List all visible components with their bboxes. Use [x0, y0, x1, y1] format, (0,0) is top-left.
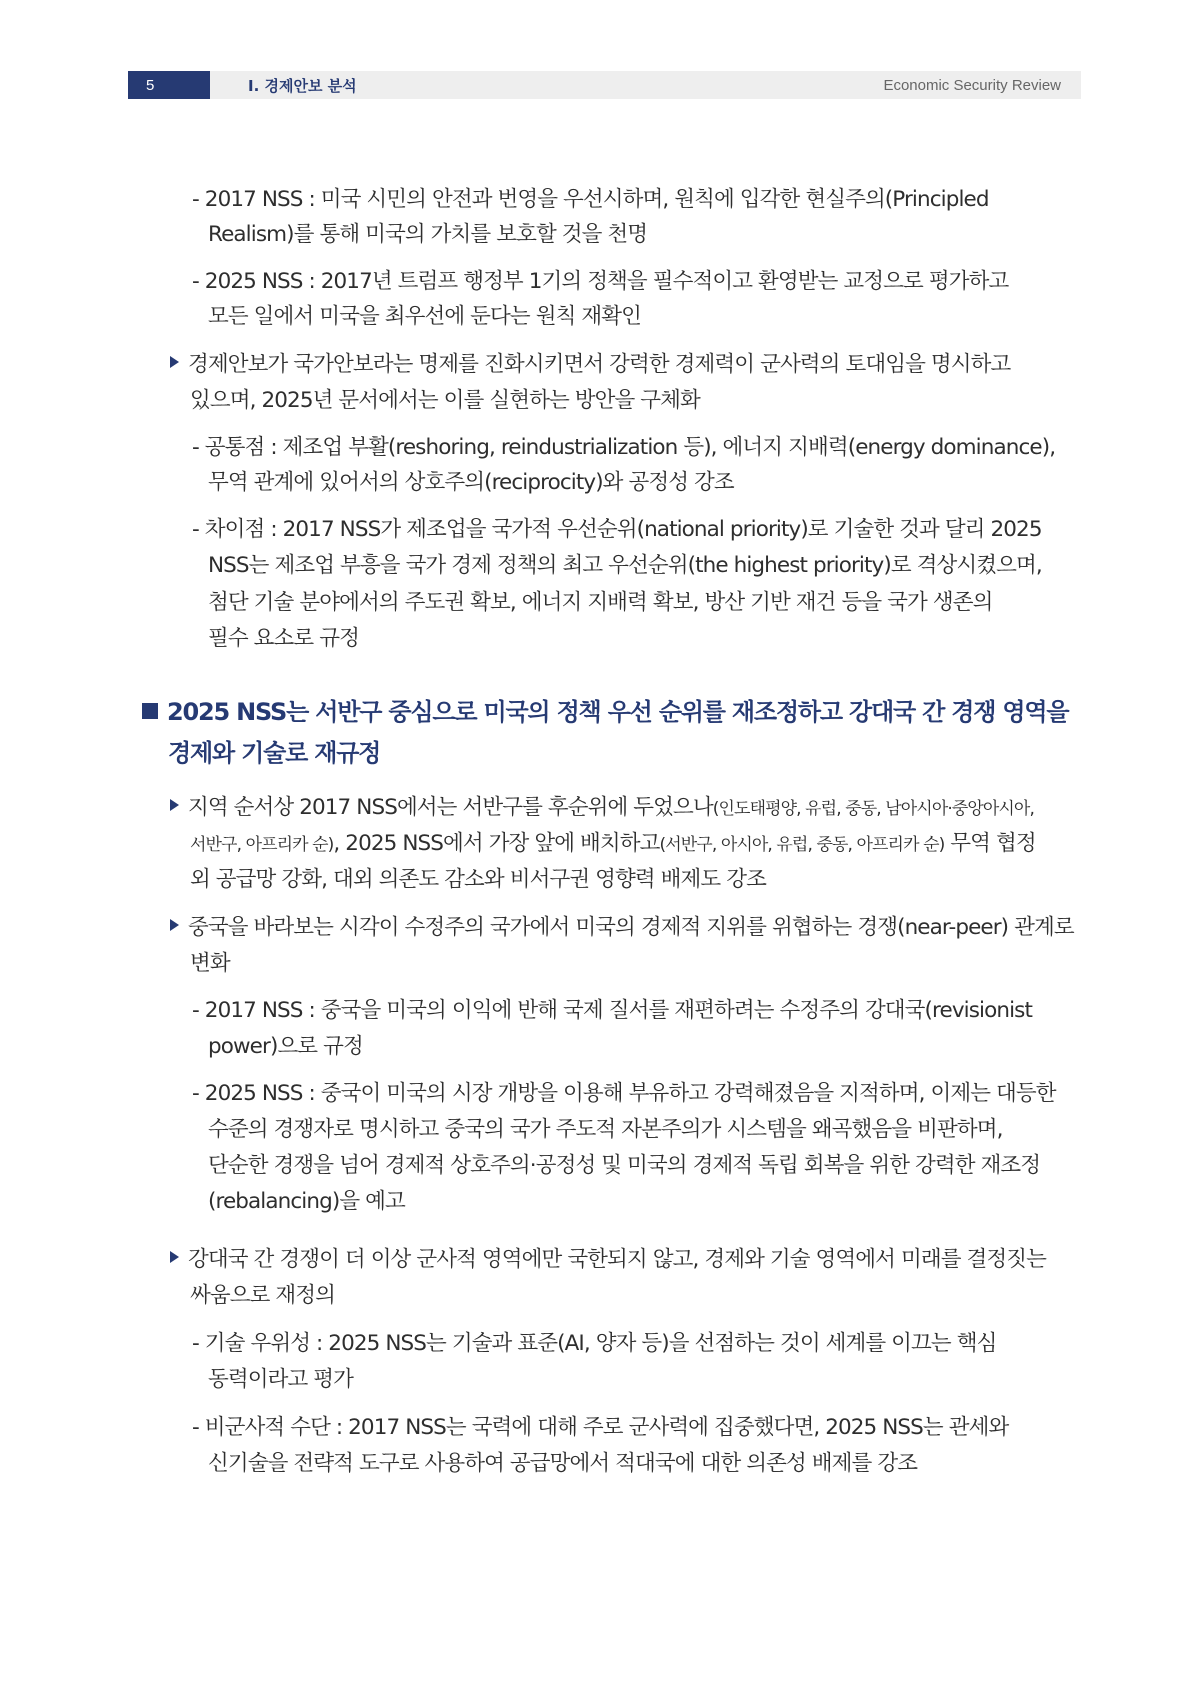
dash-item: - 2017 NSS : 중국을 미국의 이익에 반해 국제 질서를 재편하려는 수정주의 강대국(revisionist — [192, 998, 1032, 1023]
dash-item-continuation: Realism)를 통해 미국의 가치를 보호할 것을 천명 — [208, 222, 648, 247]
dash-item-continuation: 동력이라고 평가 — [208, 1367, 354, 1392]
dash-item: - 기술 우위성 : 2025 NSS는 기술과 표준(AI, 양자 등)을 선점하는 것이 세계를 이끄는 핵심 — [192, 1331, 997, 1356]
triangle-bullet-icon — [170, 1251, 179, 1263]
dash-item-continuation: 모든 일에서 미국을 최우선에 둔다는 원칙 재확인 — [208, 304, 641, 329]
dash-item: - 2017 NSS : 미국 시민의 안전과 번영을 우선시하며, 원칙에 입각한 현실주의(Principled — [192, 187, 989, 212]
dash-item: - 공통점 : 제조업 부활(reshoring, reindustrialization 등), 에너지 지배력(energy dominance), — [192, 435, 1056, 460]
bullet-item: 중국을 바라보는 시각이 수정주의 국가에서 미국의 경제적 지위를 위협하는 경쟁(near-peer) 관계로 — [170, 910, 1074, 941]
dash-item: - 2025 NSS : 2017년 트럼프 행정부 1기의 정책을 필수적이고 환영받는 교정으로 평가하고 — [192, 269, 1009, 294]
dash-item-continuation: 필수 요소로 규정 — [208, 626, 359, 651]
bullet-item-continuation: 서반구, 아프리카 순), 2025 NSS에서 가장 앞에 배치하고(서반구, 아시아, 유럽, 중동, 아프리카 순) 무역 협정 — [190, 831, 1036, 856]
dash-item-continuation: 수준의 경쟁자로 명시하고 중국의 국가 주도적 자본주의가 시스템을 왜곡했음을 비판하며, — [208, 1117, 1003, 1142]
bullet-item: 강대국 간 경쟁이 더 이상 군사적 영역에만 국한되지 않고, 경제와 기술 영역에서 미래를 결정짓는 — [170, 1242, 1046, 1273]
dash-item-continuation: 무역 관계에 있어서의 상호주의(reciprocity)와 공정성 강조 — [208, 470, 734, 495]
dash-item: - 차이점 : 2017 NSS가 제조업을 국가적 우선순위(national priority)로 기술한 것과 달리 2025 — [192, 517, 1042, 542]
bullet-item: 경제안보가 국가안보라는 명제를 진화시키면서 강력한 경제력이 군사력의 토대임을 명시하고 — [170, 347, 1010, 378]
section-heading: 2025 NSS는 서반구 중심으로 미국의 정책 우선 순위를 재조정하고 강대국 간 경쟁 영역을 — [142, 692, 1068, 727]
triangle-bullet-icon — [170, 919, 179, 931]
dash-item-continuation: 첨단 기술 분야에서의 주도권 확보, 에너지 지배력 확보, 방산 기반 재건 등을 국가 생존의 — [208, 590, 993, 615]
bullet-item-continuation: 싸움으로 재정의 — [190, 1283, 336, 1308]
dash-item-continuation: 단순한 경쟁을 넘어 경제적 상호주의·공정성 및 미국의 경제적 독립 회복을 위한 강력한 재조정 — [208, 1153, 1041, 1178]
triangle-bullet-icon — [170, 356, 179, 368]
bullet-item-continuation: 외 공급망 강화, 대외 의존도 감소와 비서구권 영향력 배제도 강조 — [190, 867, 766, 892]
section-heading-continuation: 경제와 기술로 재규정 — [168, 739, 381, 767]
dash-item-continuation: 신기술을 전략적 도구로 사용하여 공급망에서 적대국에 대한 의존성 배제를 강조 — [208, 1451, 918, 1476]
bullet-item-continuation: 변화 — [190, 951, 230, 976]
dash-item-continuation: (rebalancing)을 예고 — [208, 1189, 405, 1214]
triangle-bullet-icon — [170, 799, 179, 811]
dash-item-continuation: power)으로 규정 — [208, 1034, 363, 1059]
dash-item: - 비군사적 수단 : 2017 NSS는 국력에 대해 주로 군사력에 집중했다면, 2025 NSS는 관세와 — [192, 1415, 1009, 1440]
bullet-item-continuation: 있으며, 2025년 문서에서는 이를 실현하는 방안을 구체화 — [190, 388, 700, 413]
page-number: 5 — [128, 71, 210, 99]
dash-item: - 2025 NSS : 중국이 미국의 시장 개방을 이용해 부유하고 강력해졌음을 지적하며, 이제는 대등한 — [192, 1081, 1056, 1106]
section-title: Ⅰ. 경제안보 분석 — [248, 76, 357, 95]
journal-name: Economic Security Review — [883, 76, 1061, 94]
page-header — [128, 71, 1081, 99]
square-bullet-icon — [142, 703, 158, 719]
dash-item-continuation: NSS는 제조업 부흥을 국가 경제 정책의 최고 우선순위(the highest priority)로 격상시켰으며, — [208, 553, 1042, 578]
bullet-item: 지역 순서상 2017 NSS에서는 서반구를 후순위에 두었으나(인도태평양, 유럽, 중동, 남아시아·중앙아시아, — [170, 790, 1034, 821]
